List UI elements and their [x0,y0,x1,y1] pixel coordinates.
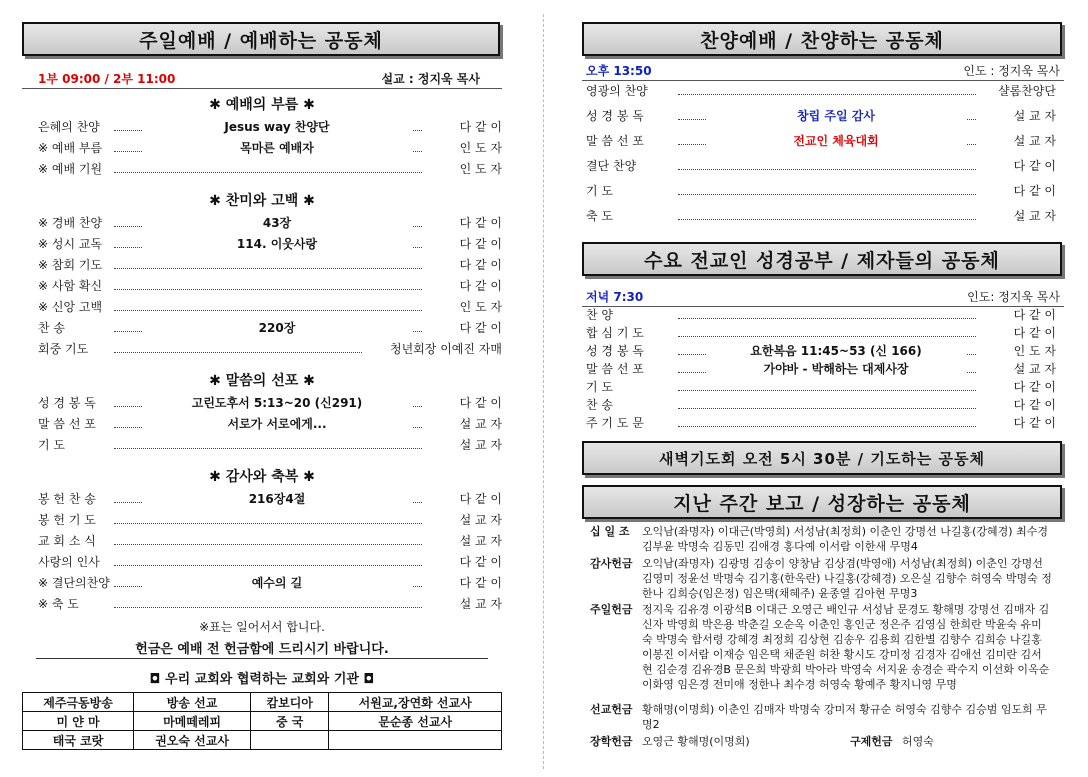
order-item: 말 씀 선 포 [586,134,644,148]
order-leader: 다 같 이 [459,555,502,569]
report-names: 정지욱 김유경 이광석B 이대근 오영근 배인규 서성남 문경도 황해명 강명선 김매자 김신자 박영희 박은용 박춘길 오순옥 이춘인 홍인군 정은주 김영심 한희란 박윤숙 유미숙 박명숙 함서령 강혜경 최정희 김상현 김송우 김용희 김한별 김향수 김희승 나길홍 이봉진 이서람 이재승 임은택 채준원 허찬 황시도 강미정 김경자 김애선 김미란 김서현 김순경 김유경B 문은희 박광희 박아라 박영숙 서지윤 송경순 곽수지 이선화 이옥순 이화영 임은경 전미애 정한나 최수경 허영숙 황예주 황지니영 무명 [642,603,1050,691]
order-item: ※ 사함 확신 [38,279,103,293]
partner-cell: 문순종 선교사 [329,712,502,731]
service-times: 1부 09:00 / 2부 11:00 [38,72,176,86]
order-row [22,160,502,178]
order-row [586,396,1056,414]
section-heading: ✱ 예배의 부름 ✱ [209,97,315,113]
order-leader: 청년회장 이예진 자매 [390,342,502,356]
order-item: 교 회 소 식 [38,534,96,548]
page-divider [543,14,544,769]
order-item: ※ 축 도 [38,597,79,611]
order-content: 220장 [142,319,412,337]
order-row [586,182,1056,200]
order-leader: 다 같 이 [1013,326,1056,340]
partners-table [22,692,502,750]
order-item: 기 도 [586,380,613,394]
report-names: 오익남(좌명자) 김광명 김송이 양창남 김상겸(박영애) 서성남(최정희) 이춘인 강명선 김영미 정윤선 박명숙 김기홍(한옥란) 나길홍(강혜경) 오은실 김향수 허영숙 박명숙 정한나 김희승(임은정) 임은택(채혜주) 윤종열 김아현 무명3 [642,557,1052,600]
order-item: ※ 참회 기도 [38,258,103,272]
order-leader: 다 같 이 [1013,184,1056,198]
sunday-service-banner [22,22,500,56]
order-content: 고린도후서 5:13~20 (신291) [142,394,412,412]
order-row [22,256,502,274]
order-row [22,595,502,613]
relief-label: 구제헌금 [850,735,893,748]
order-row [586,360,1056,378]
order-leader: 다 같 이 [1013,398,1056,412]
order-item: 성 경 봉 독 [38,396,96,410]
order-leader: 다 같 이 [1013,308,1056,322]
report-names: 오익남(좌명자) 이대근(박영희) 서성남(최정희) 이춘인 강명선 나길홍(강혜경) 최수경 김부윤 박명숙 김동민 김애경 홍다예 이서람 이한새 무명4 [642,525,1048,553]
order-leader: 다 같 이 [459,237,502,251]
praise-time-line [582,62,1064,81]
order-item: 성 경 봉 독 [586,344,644,358]
partner-cell: 마메떼레피 [134,712,251,731]
partners-row [23,731,502,750]
order-row [22,277,502,295]
order-leader: 설 교 자 [1013,134,1056,148]
partner-cell: 태국 코랏 [23,731,134,750]
order-leader: 다 같 이 [459,576,502,590]
order-item: ※ 성시 교독 [38,237,103,251]
section-heading: ✱ 말씀의 선포 ✱ [209,373,315,389]
report-names: 오영근 황해명(이명희) [642,735,750,748]
order-content: 가야바 - 박해하는 대제사장 [706,360,966,378]
order-row [22,319,502,337]
order-leader: 설 교 자 [1013,362,1056,376]
order-leader: 설 교 자 [1013,209,1056,223]
order-item: ※ 예배 부름 [38,141,103,155]
order-content: 전교인 체육대회 [706,132,966,150]
order-item: 찬 송 [38,321,65,335]
order-content: Jesus way 찬양단 [142,118,412,136]
order-item: 영광의 찬양 [586,84,648,98]
order-content: 목마른 예배자 [142,139,412,157]
sunday-service-title: 주일예배 / 예배하는 공동체 [139,29,383,52]
order-item: 합 심 기 도 [586,326,644,340]
order-row [586,306,1056,324]
order-content: 서로가 서로에게... [142,415,412,433]
order-leader: 다 같 이 [459,492,502,506]
order-row [22,214,502,232]
order-leader: 다 같 이 [459,120,502,134]
order-row [22,511,502,529]
weekly-report-title: 지난 주간 보고 / 성장하는 공동체 [673,492,971,515]
order-item: ※ 경배 찬양 [38,216,103,230]
partner-cell [251,731,329,750]
order-item: ※ 결단의찬양 [38,576,110,590]
report-names: 황해명(이명희) 이춘인 김매자 박명숙 강미저 황규순 허영숙 김향수 김승범 임도희 무명2 [642,703,1047,731]
order-leader: 설 교 자 [459,597,502,611]
report-label: 선교헌금 [590,703,633,716]
order-leader: 인 도 자 [459,141,502,155]
order-item: 봉 헌 기 도 [38,513,96,527]
order-row [586,207,1056,225]
order-row [22,553,502,571]
offering-note: 헌금은 예배 전 헌금함에 드리시기 바랍니다. [135,642,389,657]
order-row [22,436,502,454]
order-item: 회중 기도 [38,342,89,356]
report-label: 장학헌금 [590,735,633,748]
partner-cell: 캄보디아 [251,693,329,712]
partners-title: ◘ 우리 교회와 협력하는 교회와 기관 ◘ [149,672,375,687]
partner-cell: 제주극동방송 [23,693,134,712]
order-item: 봉 헌 찬 송 [38,492,96,506]
order-item: 기 도 [586,184,613,198]
weekly-report-banner [582,485,1062,519]
relief-names: 허영숙 [902,735,934,748]
order-row [22,118,502,136]
partner-cell: 서원교,장연화 선교사 [329,693,502,712]
order-leader: 설 교 자 [459,417,502,431]
order-leader: 다 같 이 [1013,159,1056,173]
report-label: 십 일 조 [590,525,630,538]
order-leader: 인 도 자 [459,300,502,314]
order-row [586,378,1056,396]
order-leader: 샬롬찬양단 [998,84,1056,98]
order-content: 43장 [142,214,412,232]
order-item: ※ 예배 기원 [38,162,103,176]
order-row [22,394,502,412]
order-content: 114. 이웃사랑 [142,235,412,253]
report-label: 감사헌금 [590,557,633,570]
order-row [586,82,1056,100]
order-row [586,132,1056,150]
order-row [586,342,1056,360]
praise-service-banner [582,22,1062,56]
order-row [22,532,502,550]
wednesday-banner [582,242,1062,276]
order-row [586,324,1056,342]
order-leader: 인 도 자 [459,162,502,176]
order-row [22,574,502,592]
order-row [22,235,502,253]
order-content: 216장4절 [142,490,412,508]
partners-row [23,712,502,731]
order-item: 말 씀 선 포 [586,362,644,376]
order-content: 예수의 길 [142,574,412,592]
partner-cell: 미 얀 마 [23,712,134,731]
order-leader: 설 교 자 [459,534,502,548]
partner-cell: 권오숙 선교사 [134,731,251,750]
partner-cell: 방송 선교 [134,693,251,712]
order-row [586,414,1056,432]
dawn-prayer-title: 새벽기도회 오전 5시 30분 / 기도하는 공동체 [659,449,985,468]
report-label: 주일헌금 [590,603,633,616]
order-item: 찬 양 [586,308,613,322]
order-leader: 다 같 이 [459,258,502,272]
order-leader: 다 같 이 [459,321,502,335]
order-item: ※ 신앙 고백 [38,300,103,314]
order-row [22,298,502,316]
order-item: 기 도 [38,438,65,452]
sunday-time-line [22,70,502,89]
preacher: 설교 : 정지욱 목사 [381,72,480,86]
order-row [22,139,502,157]
order-leader: 설 교 자 [459,513,502,527]
wednesday-leader: 인도: 정지욱 목사 [967,290,1060,304]
order-item: 결단 찬양 [586,159,637,173]
order-leader: 다 같 이 [459,279,502,293]
order-leader: 다 같 이 [1013,380,1056,394]
praise-service-title: 찬양예배 / 찬양하는 공동체 [700,29,944,52]
praise-time: 오후 13:50 [586,64,652,78]
standing-note: ※표는 일어서서 합니다. [199,620,325,634]
order-row [22,415,502,433]
order-item: 말 씀 선 포 [38,417,96,431]
order-item: 찬 송 [586,398,613,412]
praise-leader: 인도 : 정지욱 목사 [963,64,1060,78]
order-item: 사랑의 인사 [38,555,100,569]
order-row [22,340,502,358]
wednesday-title: 수요 전교인 성경공부 / 제자들의 공동체 [644,249,1000,272]
order-leader: 다 같 이 [459,216,502,230]
order-item: 주 기 도 문 [586,416,644,430]
wednesday-time: 저녁 7:30 [586,290,644,304]
partners-row [23,693,502,712]
order-leader: 다 같 이 [1013,416,1056,430]
order-row [586,157,1056,175]
dawn-prayer-banner [582,441,1062,475]
order-leader: 설 교 자 [1013,109,1056,123]
order-content: 창립 주일 감사 [706,107,966,125]
order-row [22,490,502,508]
order-item: 축 도 [586,209,613,223]
order-row [586,107,1056,125]
order-leader: 다 같 이 [459,396,502,410]
partner-cell [329,731,502,750]
order-content: 요한복음 11:45~53 (신 166) [706,342,966,360]
section-heading: ✱ 찬미와 고백 ✱ [209,193,315,209]
partner-cell: 중 국 [251,712,329,731]
order-leader: 설 교 자 [459,438,502,452]
order-item: 성 경 봉 독 [586,109,644,123]
section-heading: ✱ 감사와 축복 ✱ [209,469,315,485]
wednesday-time-line [582,288,1064,307]
order-leader: 인 도 자 [1013,344,1056,358]
order-item: 은혜의 찬양 [38,120,100,134]
